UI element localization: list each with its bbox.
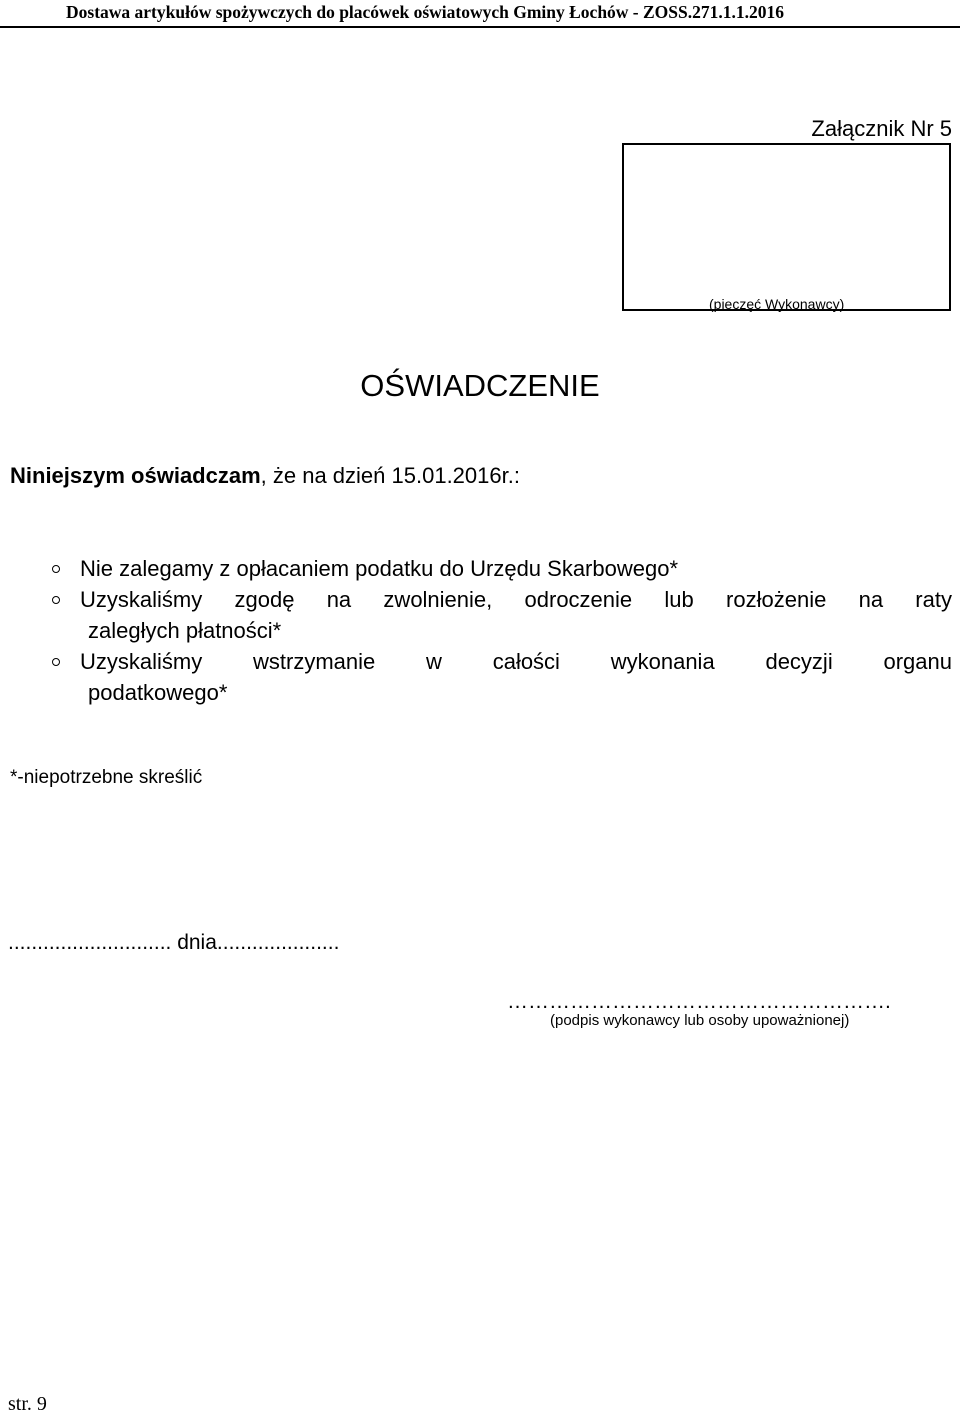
bullet-icon	[52, 658, 60, 666]
list-item	[48, 584, 952, 646]
attachment-label: Załącznik Nr 5	[811, 116, 952, 141]
statement-text: Uzyskaliśmy wstrzymanie w całości wykonania decyzji organu	[80, 649, 952, 674]
signature-line: ……………………………………………….	[507, 990, 891, 1013]
stamp-box	[622, 143, 951, 311]
bullet-icon	[52, 596, 60, 604]
bullet-icon	[52, 565, 60, 573]
stamp-caption: (pieczęć Wykonawcy)	[709, 296, 845, 312]
statement-text-continued: podatkowego*	[88, 680, 228, 705]
intro-bold: Niniejszym oświadczam	[10, 463, 261, 488]
list-item	[48, 553, 952, 584]
footnote: *-niepotrzebne skreślić	[10, 767, 203, 788]
place-date-line: ............................ dnia.....................	[8, 931, 340, 954]
statement-text: Nie zalegamy z opłacaniem podatku do Urzędu Skarbowego*	[80, 556, 679, 581]
list-item	[48, 646, 952, 708]
statement-text: Uzyskaliśmy zgodę na zwolnienie, odroczenie lub rozłożenie na raty	[80, 587, 952, 612]
statement-list	[48, 553, 952, 708]
intro-statement	[10, 463, 520, 489]
signature-caption: (podpis wykonawcy lub osoby upoważnionej)	[550, 1012, 850, 1029]
page-number: str. 9	[8, 1393, 47, 1415]
document-title: OŚWIADCZENIE	[360, 368, 600, 403]
intro-rest: , że na dzień 15.01.2016r.:	[260, 463, 520, 488]
statement-text-continued: zaległych płatności*	[88, 618, 282, 643]
header-title: Dostawa artykułów spożywczych do placówek oświatowych Gminy Łochów - ZOSS.271.1.1.2016	[66, 2, 785, 22]
